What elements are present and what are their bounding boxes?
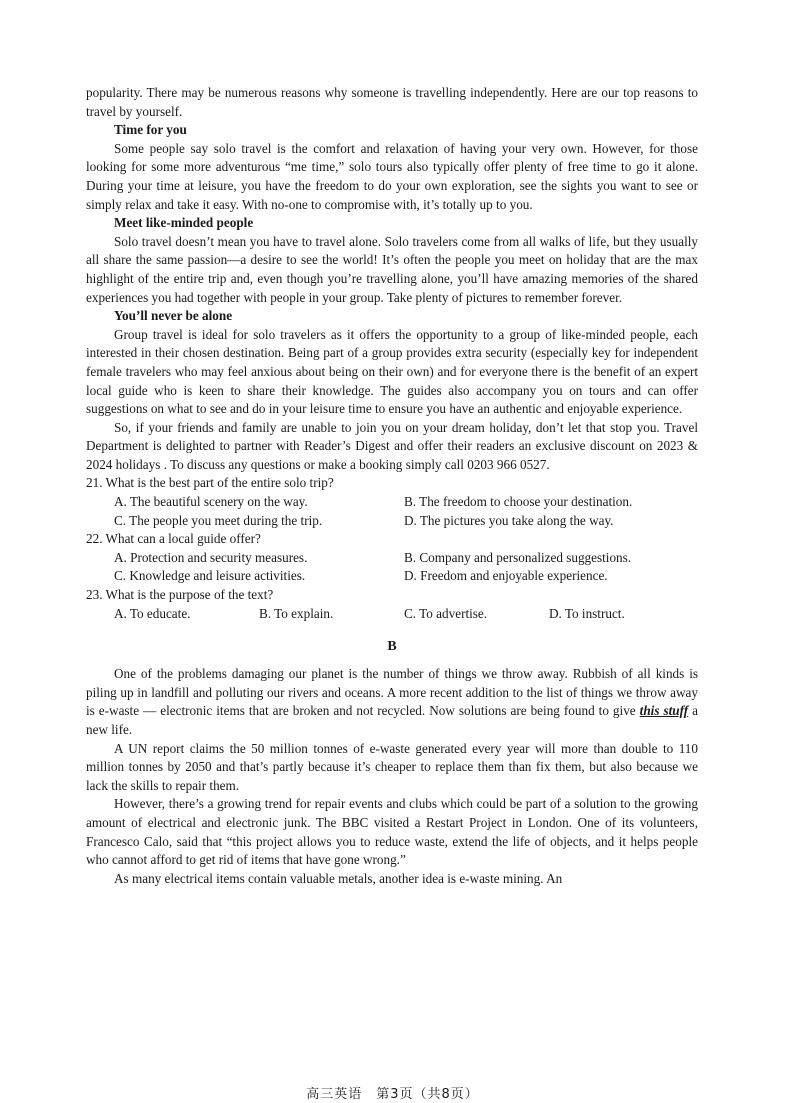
page-footer: 高三英语 第3页（共8页） (306, 1087, 479, 1102)
passage-a-paragraph-3: Group travel is ideal for solo travelers as it offers the opportunity to a group of like-minded people, each interested in their chosen destination. Being part of a group provides extra security (especially key for independent female travelers who may feel anxious about being on their own) and for everyone there is the benefit of an expert local guide who is keen to share their knowledge. The guides also accompany you on tours and can offer suggestions on what to see and do in your leisure time to ensure you have an authentic and enjoyable experience. (86, 326, 698, 417)
passage-a-paragraph-1: Some people say solo travel is the comfort and relaxation of having your very own. However, for those looking for some more adventurous “me time,” solo tours also typically offer plenty of free time to go it alone. During your time at leisure, you have the freedom to do your own exploration, see the sights you want to see or simply relax and take it easy. With no-one to compromise with, it’s totally up to you. (86, 140, 698, 212)
passage-a-intro: popularity. There may be numerous reasons why someone is travelling independently. Here are our top reasons to travel by yourself. (86, 85, 698, 119)
heading-never-alone: You’ll never be alone (114, 308, 233, 324)
heading-meet-like-minded: Meet like-minded people (114, 215, 254, 231)
question-23: 23. What is the purpose of the text? (86, 587, 274, 603)
passage-b-paragraph-4: As many electrical items contain valuable metals, another idea is e-waste mining. An (114, 870, 563, 886)
section-label-b: B (387, 639, 397, 655)
option: C. The people you meet during the trip. (114, 512, 323, 528)
passage-a-paragraph-2: Solo travel doesn’t mean you have to travel alone. Solo travelers come from all walks of life, but they usually all share the same passion—a desire to see the world! It’s often the people you meet on holiday that are the max highlight of the entire trip and, even though you’re travelling alone, you’ll have amazing memories of the shared experiences you had together with people in your group. Take plenty of pictures to remember forever. (86, 233, 698, 305)
option: C. To advertise. (404, 605, 488, 621)
heading-time-for-you: Time for you (114, 122, 187, 138)
option: D. To instruct. (549, 605, 625, 621)
passage-b-p1-before: One of the problems damaging our planet is the number of things we throw away. Rubbish of all kinds is piling up in landfill and polluting our rivers and oceans. A more recent addition to the list of things we throw away is e-waste — electronic items that are broken and not recycled. Now solutions are being found to give (86, 666, 698, 719)
option: D. The pictures you take along the way. (404, 512, 614, 528)
option: A. The beautiful scenery on the way. (114, 494, 308, 510)
passage-b-paragraph-3: However, there’s a growing trend for repair events and clubs which could be part of a solution to the growing amount of electrical and electronic junk. The BBC visited a Restart Project in London. One of its volunteers, Francesco Calo, said that “this project allows you to reduce waste, extend the life of objects, and it helps people who cannot afford to get rid of items that have gone wrong.” (86, 796, 698, 868)
passage-b-p1-after: a new life. (86, 703, 698, 737)
passage-b-paragraph-2: A UN report claims the 50 million tonnes of e-waste generated every year will more than double to 110 million tonnes by 2050 and that’s partly because it’s cheaper to replace them than fix them, but also because we lack the skills to repair them. (86, 740, 698, 793)
underlined-phrase: this stuff (639, 703, 689, 719)
question-23-options (114, 605, 698, 624)
option: B. The freedom to choose your destination. (404, 494, 633, 510)
passage-b-paragraph-1 (86, 665, 698, 739)
option: B. To explain. (259, 605, 334, 621)
option: B. Company and personalized suggestions. (404, 549, 632, 565)
option: A. Protection and security measures. (114, 549, 308, 565)
question-21: 21. What is the best part of the entire solo trip? (86, 475, 334, 491)
question-21-options (114, 493, 698, 530)
question-22-options (114, 549, 698, 586)
question-22: 22. What can a local guide offer? (86, 531, 261, 547)
passage-a-paragraph-4: So, if your friends and family are unable to join you on your dream holiday, don’t let that stop you. Travel Department is delighted to partner with Reader’s Digest and offer their readers an exclusive discount on 2023 & 2024 holidays . To discuss any questions or make a booking simply call 0203 966 0527. (86, 419, 698, 472)
option: D. Freedom and enjoyable experience. (404, 568, 608, 584)
option: A. To educate. (114, 605, 191, 621)
option: C. Knowledge and leisure activities. (114, 568, 306, 584)
exam-page (86, 84, 698, 888)
